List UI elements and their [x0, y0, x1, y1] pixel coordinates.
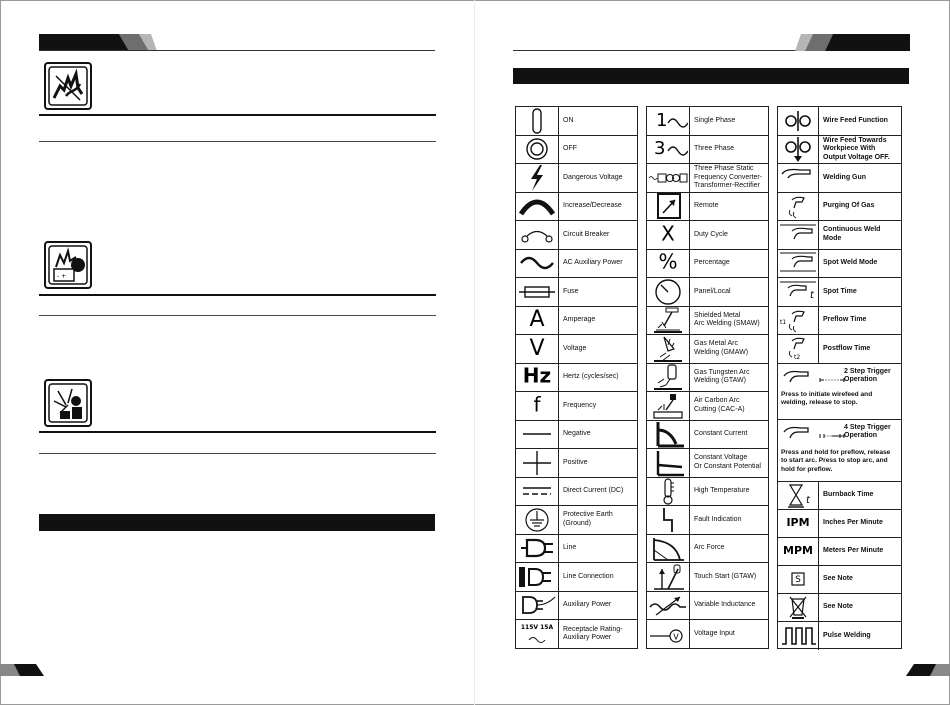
continuous-weld-mode-icon: [778, 221, 819, 249]
svg-text:%: %: [658, 249, 678, 274]
symbol-label: Single Phase: [694, 116, 736, 124]
symbol-row: [778, 107, 901, 136]
symbol-row: [516, 392, 637, 421]
page-fold: [474, 0, 475, 705]
high-temperature-icon: [647, 478, 690, 506]
spot-weld-mode-icon: [778, 250, 819, 278]
section-rule: [39, 431, 436, 433]
symbol-row: [647, 221, 768, 250]
symbol-label: Welding Gun: [823, 173, 867, 181]
dangerous-voltage-icon: [516, 164, 559, 192]
symbol-row: [647, 592, 768, 621]
receptacle-rating-icon: [516, 620, 559, 649]
see-note-icon: [778, 566, 819, 593]
symbol-row: [647, 449, 768, 478]
section-rule: [39, 294, 436, 296]
symbol-label: Postflow Time: [823, 344, 871, 352]
left-header-rule: [39, 50, 435, 51]
symbol-label: Constant Voltage Or Constant Potential: [694, 454, 761, 470]
symbol-column-2: [646, 106, 769, 649]
burnback-time-icon: [778, 482, 819, 509]
svg-text:V: V: [529, 335, 545, 361]
symbol-row: [647, 136, 768, 165]
symbol-label: Shielded Metal Arc Welding (SMAW): [694, 311, 760, 328]
svg-text:t: t: [810, 289, 814, 301]
frequency-icon: [516, 392, 559, 420]
svg-text:V: V: [673, 632, 679, 642]
symbol-row: [778, 221, 901, 250]
trigger-label: 4 Step Trigger Operation: [844, 423, 891, 439]
svg-text:A: A: [529, 307, 545, 333]
symbol-row: [778, 250, 901, 279]
symbol-label: Direct Current (DC): [563, 487, 624, 494]
trigger-description: Press and hold for preflow, release to start arc. Press to stop arc, and hold for preflow.: [781, 448, 891, 473]
symbol-label: High Temperature: [694, 487, 750, 494]
symbol-row: [516, 478, 637, 507]
symbol-label: Air Carbon Arc Cutting (CAC-A): [694, 397, 745, 413]
right-footer-tab: [906, 664, 950, 676]
symbol-label: Dangerous Voltage: [563, 173, 623, 181]
four-step-trigger-icon: [782, 424, 846, 442]
symbol-row: [516, 535, 637, 564]
on-icon: [516, 107, 559, 135]
symbol-label: Negative: [563, 430, 591, 437]
negative-icon: [516, 421, 559, 449]
cac-a-icon: [647, 392, 690, 420]
spot-time-icon: [778, 278, 819, 306]
two-step-trigger-icon: [782, 368, 846, 386]
symbol-row: [647, 250, 768, 279]
variable-inductance-icon: [647, 592, 690, 620]
symbol-label: Fuse: [563, 287, 579, 295]
symbol-row: [647, 392, 768, 421]
fuse-icon: [516, 278, 559, 306]
symbol-row: [516, 592, 637, 621]
positive-icon: [516, 449, 559, 477]
symbol-label: Voltage Input: [694, 630, 735, 637]
voltage-icon: [516, 335, 559, 363]
symbol-row: [778, 510, 901, 538]
symbol-row: [778, 566, 901, 594]
symbol-row: [516, 221, 637, 250]
symbol-row: [516, 506, 637, 535]
svg-text:Hz: Hz: [522, 363, 552, 388]
symbol-label: Burnback Time: [823, 490, 874, 498]
direct-current-icon: [516, 478, 559, 506]
symbol-row: [647, 478, 768, 507]
symbol-row: [516, 250, 637, 279]
symbol-row: [516, 563, 637, 592]
left-header-tab: [39, 34, 157, 51]
off-icon: [516, 136, 559, 164]
constant-voltage-icon: [647, 449, 690, 477]
symbol-label: Three Phase: [694, 145, 735, 152]
symbol-column-3: [777, 106, 902, 649]
two-step-trigger-block: [778, 364, 901, 420]
svg-text:IPM: IPM: [786, 516, 810, 530]
symbol-label: Line: [563, 544, 577, 551]
hertz-icon: [516, 364, 559, 392]
symbol-row: [516, 307, 637, 336]
circuit-breaker-icon: [516, 221, 559, 249]
symbol-row: [647, 278, 768, 307]
symbol-label: Preflow Time: [823, 316, 867, 323]
auxiliary-power-icon: [516, 592, 559, 620]
fault-indication-icon: [647, 506, 690, 534]
symbol-row: [647, 506, 768, 535]
voltage-input-icon: [647, 620, 690, 649]
ac-auxiliary-power-icon: [516, 250, 559, 278]
symbol-row: [516, 278, 637, 307]
symbol-label: Wire Feed Function: [823, 116, 888, 124]
symbol-label: Spot Weld Mode: [823, 259, 878, 266]
meters-per-minute-icon: [778, 538, 819, 565]
symbol-label: Purging Of Gas: [823, 202, 875, 209]
symbol-row: [778, 164, 901, 193]
symbol-row: [778, 538, 901, 566]
symbol-row: [516, 136, 637, 165]
wire-feed-towards-workpiece-icon: [778, 136, 819, 164]
symbol-label: AC Auxiliary Power: [563, 259, 623, 266]
three-phase-converter-icon: [647, 164, 690, 192]
preflow-time-icon: [778, 307, 819, 335]
purging-of-gas-icon: [778, 193, 819, 221]
symbol-label: Three Phase Static Frequency Converter- Transformer-Rectifier: [694, 165, 763, 189]
line-connection-icon: [516, 563, 559, 591]
svg-text:t2: t2: [794, 353, 801, 361]
svg-text:115V 15A: 115V 15A: [520, 624, 554, 632]
symbol-row: [516, 335, 637, 364]
symbol-label: Amperage: [563, 316, 596, 323]
symbol-label: Arc Force: [694, 544, 725, 551]
symbol-row: [778, 307, 901, 336]
inches-per-minute-icon: [778, 510, 819, 537]
symbol-label: Fault Indication: [694, 515, 742, 523]
symbol-label: Spot Time: [823, 287, 857, 295]
symbol-label: Touch Start (GTAW): [694, 572, 757, 580]
svg-text:t1: t1: [780, 319, 787, 327]
symbol-row: [516, 620, 637, 649]
symbol-row: [778, 136, 901, 165]
touch-start-icon: [647, 563, 690, 591]
symbol-row: [778, 482, 901, 510]
protective-earth-icon: [516, 506, 559, 534]
section-rule: [39, 114, 436, 116]
moving-parts-hazard-icon: [44, 62, 92, 110]
symbol-label: Line Connection: [563, 572, 614, 580]
battery-explosion-hazard-icon: [44, 241, 92, 289]
symbol-label: OFF: [563, 145, 577, 152]
symbol-row: [778, 594, 901, 622]
welding-gun-icon: [778, 164, 819, 192]
four-step-trigger-block: [778, 420, 901, 482]
symbol-label: Remote: [694, 202, 719, 209]
symbol-row: [516, 449, 637, 478]
symbol-row: [778, 278, 901, 307]
symbol-label: Increase/Decrease: [563, 202, 622, 209]
wire-feed-function-icon: [778, 107, 819, 135]
duty-cycle-icon: [647, 221, 690, 249]
symbol-label: Percentage: [694, 259, 730, 266]
symbol-row: [647, 335, 768, 364]
symbol-label: ON: [563, 116, 574, 124]
smaw-icon: [647, 307, 690, 335]
trigger-label: 2 Step Trigger Operation: [844, 367, 891, 383]
symbol-label: Frequency: [563, 401, 597, 409]
section-heading-bar: [39, 514, 435, 531]
symbol-row: [647, 193, 768, 222]
pulse-welding-icon: [778, 622, 819, 650]
symbol-label: Variable Inductance: [694, 601, 756, 608]
symbol-label: See Note: [823, 575, 853, 583]
symbol-label: Continuous Weld Mode: [823, 226, 881, 242]
symbol-row: [516, 421, 637, 450]
symbol-label: Inches Per Minute: [823, 518, 883, 526]
section-rule-thin: [39, 453, 436, 454]
percentage-icon: [647, 250, 690, 278]
line-icon: [516, 535, 559, 563]
symbol-label: Voltage: [563, 344, 587, 352]
symbol-row: [516, 364, 637, 393]
symbol-label: Receptacle Rating- Auxiliary Power: [563, 625, 623, 642]
symbol-label: Gas Metal Arc Welding (GMAW): [694, 340, 749, 356]
symbol-label: Pulse Welding: [823, 631, 871, 639]
three-phase-icon: [647, 136, 690, 164]
symbol-label: Meters Per Minute: [823, 546, 884, 554]
symbol-row: [516, 193, 637, 222]
arc-force-icon: [647, 535, 690, 563]
amperage-icon: [516, 307, 559, 335]
symbols-heading-bar: [513, 68, 909, 84]
symbol-row: [516, 107, 637, 136]
constant-current-icon: [647, 421, 690, 449]
symbol-row: [516, 164, 637, 193]
symbol-row: [778, 335, 901, 364]
svg-text:f: f: [533, 392, 541, 417]
increase-decrease-icon: [516, 193, 559, 221]
svg-text:S: S: [795, 575, 801, 586]
symbol-row: [647, 307, 768, 336]
symbol-label: Constant Current: [694, 430, 748, 437]
symbol-row: [647, 364, 768, 393]
gmaw-icon: [647, 335, 690, 363]
remote-icon: [647, 193, 690, 221]
symbol-row: [647, 563, 768, 592]
symbol-row: [647, 164, 768, 193]
gtaw-icon: [647, 364, 690, 392]
symbol-row: [647, 620, 768, 649]
postflow-time-icon: [778, 335, 819, 363]
trigger-description: Press to initiate wirefeed and welding, release to stop.: [781, 390, 873, 406]
single-phase-icon: [647, 107, 690, 135]
symbol-row: [647, 107, 768, 136]
see-note-crossed-icon: [778, 594, 819, 621]
symbol-label: Circuit Breaker: [563, 230, 610, 238]
svg-text:t: t: [806, 495, 810, 507]
arc-sparks-hazard-icon: [44, 379, 92, 427]
right-header-tab: [795, 34, 910, 51]
svg-text:MPM: MPM: [783, 544, 813, 558]
symbol-column-1: [515, 106, 638, 649]
symbol-label: Gas Tungsten Arc Welding (GTAW): [694, 368, 750, 385]
svg-text:1: 1: [656, 109, 668, 131]
section-rule-thin: [39, 315, 436, 316]
svg-text:3: 3: [654, 138, 666, 160]
symbol-label: Duty Cycle: [694, 230, 728, 238]
svg-text:X: X: [661, 221, 675, 246]
symbol-label: Wire Feed Towards Workpiece With Output Voltage OFF.: [823, 136, 890, 161]
panel-local-icon: [647, 278, 690, 306]
symbol-row: [778, 622, 901, 650]
symbol-row: [778, 193, 901, 222]
symbol-label: Auxiliary Power: [563, 601, 612, 608]
left-footer-tab: [0, 664, 44, 676]
symbol-row: [647, 421, 768, 450]
symbol-row: [647, 535, 768, 564]
symbol-label: Protective Earth (Ground): [563, 511, 613, 527]
symbol-label: See Note: [823, 603, 853, 611]
svg-text:- +: - +: [57, 273, 67, 280]
section-rule-thin: [39, 141, 436, 142]
symbol-label: Hertz (cycles/sec): [563, 373, 619, 380]
symbol-label: Panel/Local: [694, 287, 731, 295]
symbol-label: Positive: [563, 458, 588, 466]
